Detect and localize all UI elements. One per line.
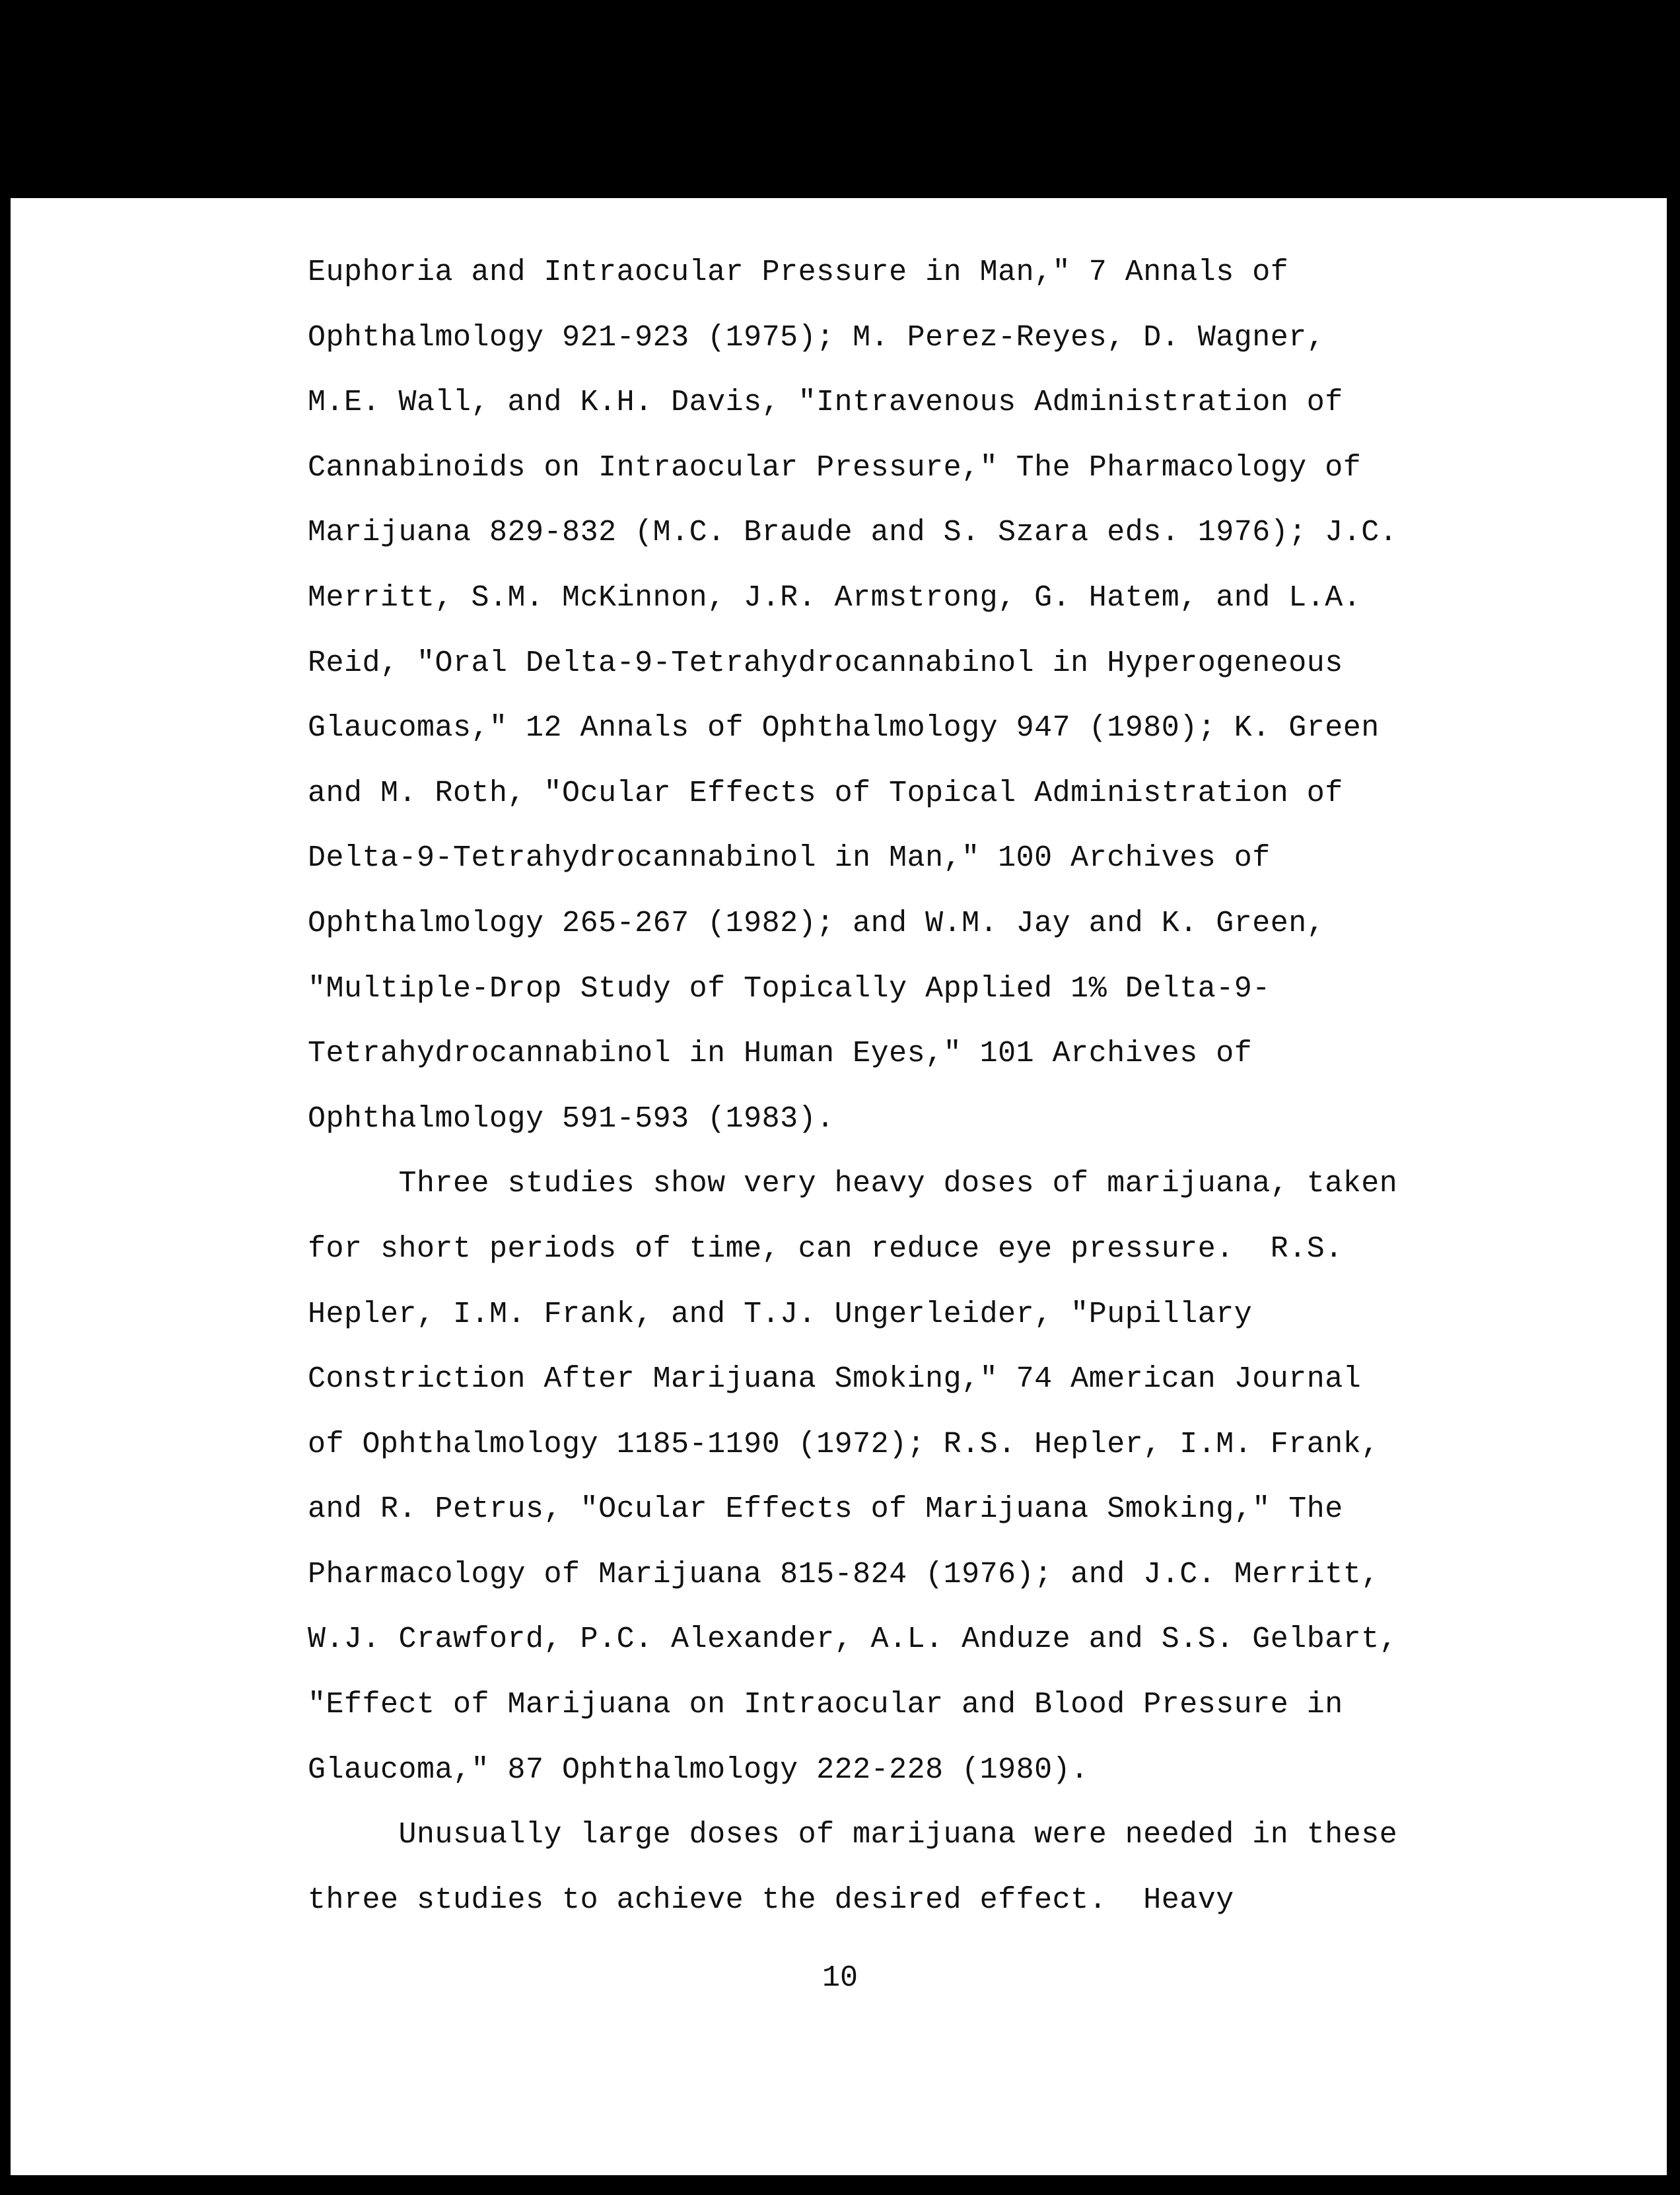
text-line: Ophthalmology 591-593 (1983). (308, 1101, 835, 1136)
text-line: Tetrahydrocannabinol in Human Eyes," 101 Archives of (308, 1037, 1253, 1071)
text-line: Cannabinoids on Intraocular Pressure," The Pharmacology of (308, 450, 1362, 485)
text-line: Ophthalmology 921-923 (1975); M. Perez-Reyes, D. Wagner, (308, 320, 1325, 355)
text-line: Reid, "Oral Delta-9-Tetrahydrocannabinol in Hyperogeneous (308, 646, 1343, 680)
scan-border-right (1667, 0, 1680, 2195)
text-line: three studies to achieve the desired effect. Heavy (308, 1883, 1234, 1917)
text-line: "Effect of Marijuana on Intraocular and Blood Pressure in (308, 1688, 1343, 1722)
page-number: 10 (822, 1961, 858, 1995)
text-line: Delta-9-Tetrahydrocannabinol in Man," 100 Archives of (308, 841, 1271, 876)
text-line: Unusually large doses of marijuana were needed in these (308, 1818, 1398, 1852)
text-line: and M. Roth, "Ocular Effects of Topical Administration of (308, 776, 1343, 810)
text-line: Glaucoma," 87 Ophthalmology 222-228 (1980). (308, 1753, 1089, 1787)
text-line: of Ophthalmology 1185-1190 (1972); R.S. Hepler, I.M. Frank, (308, 1427, 1380, 1461)
body-text (308, 240, 1543, 1933)
text-line: Euphoria and Intraocular Pressure in Man," 7 Annals of (308, 256, 1289, 289)
text-line: Glaucomas," 12 Annals of Ophthalmology 947 (1980); K. Green (308, 711, 1380, 746)
text-line: Ophthalmology 265-267 (1982); and W.M. Jay and K. Green, (308, 906, 1325, 940)
scan-border-bottom (0, 2175, 1680, 2195)
scan-border-top (0, 0, 1680, 198)
text-line: Marijuana 829-832 (M.C. Braude and S. Szara eds. 1976); J.C. (308, 516, 1398, 550)
text-line: Hepler, I.M. Frank, and T.J. Ungerleider, "Pupillary (308, 1297, 1253, 1331)
text-line: "Multiple-Drop Study of Topically Applied 1% Delta-9- (308, 971, 1271, 1006)
scan-border-left (0, 0, 11, 2195)
text-line: M.E. Wall, and K.H. Davis, "Intravenous Administration of (308, 386, 1343, 420)
text-line: and R. Petrus, "Ocular Effects of Marijuana Smoking," The (308, 1492, 1343, 1527)
text-line: W.J. Crawford, P.C. Alexander, A.L. Anduze and S.S. Gelbart, (308, 1622, 1398, 1657)
text-line: Three studies show very heavy doses of marijuana, taken (308, 1167, 1398, 1201)
text-line: for short periods of time, can reduce eye pressure. R.S. (308, 1232, 1343, 1266)
text-line: Constriction After Marijuana Smoking," 74 American Journal (308, 1362, 1362, 1397)
text-line: Pharmacology of Marijuana 815-824 (1976); and J.C. Merritt, (308, 1557, 1380, 1591)
text-line: Merritt, S.M. McKinnon, J.R. Armstrong, G. Hatem, and L.A. (308, 580, 1362, 615)
